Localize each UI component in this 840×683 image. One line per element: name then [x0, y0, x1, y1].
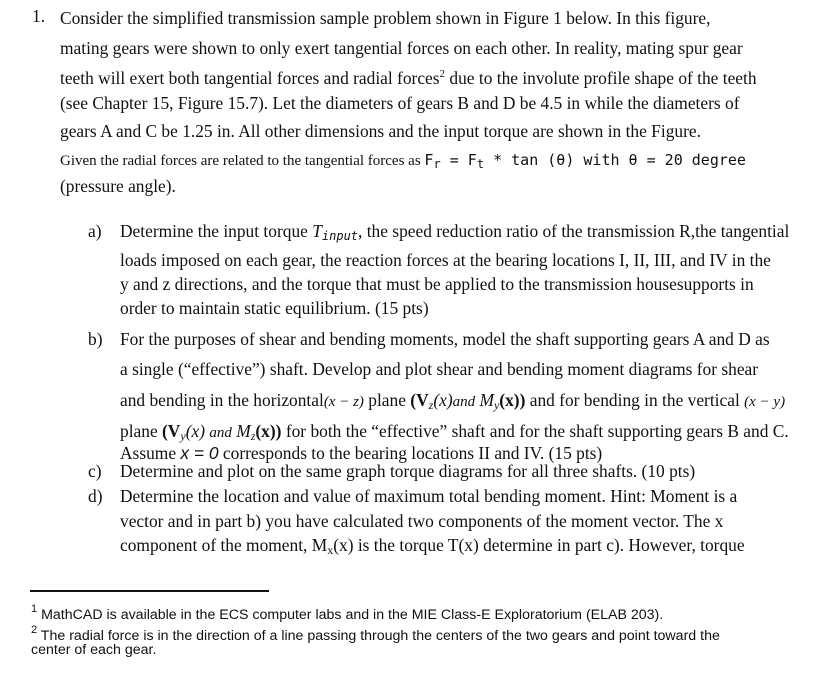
- torque-subscript: input: [321, 229, 359, 243]
- part-c-text: Determine and plot on the same graph torque diagrams for all three shafts. (10 pts): [120, 461, 696, 481]
- pressure-angle: (pressure angle).: [60, 176, 176, 196]
- footnote-2-text-line-1: The radial force is in the direction of a line passing through the centers of the two gears and point toward the: [37, 628, 720, 644]
- footnote-1-text: MathCAD is available in the ECS computer labs and in the MIE Class-E Exploratorium (ELAB 203).: [37, 607, 664, 623]
- intro-line-2: mating gears were shown to only exert tangential forces on each other. In reality, mating spur gear: [60, 38, 743, 58]
- part-d-line-1: Determine the location and value of maximum total bending moment. Hint: Moment is a: [120, 486, 738, 506]
- footnote-1-number: 1: [31, 603, 38, 615]
- part-a-line-4: order to maintain static equilibrium. (15 pts): [120, 298, 429, 318]
- part-a-label: a): [88, 221, 102, 241]
- part-b-line-3: and bending in the horizontal(x − z) plane ($V_z(x)and$ $M_y(x)$) and for bending in the vertical (x − y): [120, 390, 786, 412]
- intro-line-5: gears A and C be 1.25 in. All other dimensions and the input torque are shown in the Figure.: [60, 121, 701, 141]
- part-d-line-3: component of the moment, $M_x(x)$ is the torque T(x) determine in part c). However, torque: [120, 535, 745, 557]
- part-d-label: d): [88, 486, 103, 506]
- part-b-line-4: plane ($V_y(x)$ and $M_z(x)$) for both the “effective” shaft and for the shaft supporting gears B and C.: [120, 421, 789, 443]
- footnote-2-number: 2: [31, 624, 38, 636]
- part-b-label: b): [88, 329, 103, 349]
- intro-line-3-rest: due to the involute profile shape of the teeth: [449, 68, 757, 88]
- part-a-line-1: Determine the input torque $T_{input}$, the speed reduction ratio of the transmission R,the tangential: [120, 221, 790, 243]
- intro-line-4: (see Chapter 15, Figure 15.7). Let the diameters of gears B and D be 4.5 in while the diameters of: [60, 93, 740, 113]
- given-line: [60, 150, 746, 174]
- intro-line-1: Consider the simplified transmission sample problem shown in Figure 1 below. In this figure,: [60, 8, 711, 28]
- part-c-label: c): [88, 461, 102, 481]
- part-b-line-1: For the purposes of shear and bending moments, model the shaft supporting gears A and D as: [120, 329, 770, 349]
- given-formula: $F_r = F_t * \tan (\theta)$ with θ = 20 degree: [424, 151, 746, 171]
- given-prefix: Given the radial forces are related to the tangential forces as: [60, 153, 421, 169]
- part-b-assume: Assume x = 0 corresponds to the bearing locations II and IV. (15 pts): [120, 443, 603, 463]
- part-a-line-2: loads imposed on each gear, the reaction forces at the bearing locations I, II, III, and IV in the: [120, 250, 771, 270]
- footnote-divider: [30, 590, 269, 592]
- part-d-line-2: vector and in part b) you have calculated two components of the moment vector. The x: [120, 511, 724, 531]
- problem-number: 1.: [32, 6, 46, 26]
- intro-line-3: [60, 64, 757, 88]
- footnote-2-text-line-2: center of each gear.: [31, 642, 157, 658]
- footnote-ref-2: 2: [439, 68, 446, 80]
- torque-symbol: T: [312, 221, 322, 241]
- part-b-line-2: a single (“effective”) shaft. Develop and plot shear and bending moment diagrams for shear: [120, 359, 759, 379]
- part-a-line-3: y and z directions, and the torque that must be applied to the transmission housesupports in: [120, 274, 754, 294]
- intro-line-3-prefix: teeth will exert both tangential forces and radial forces: [60, 68, 440, 88]
